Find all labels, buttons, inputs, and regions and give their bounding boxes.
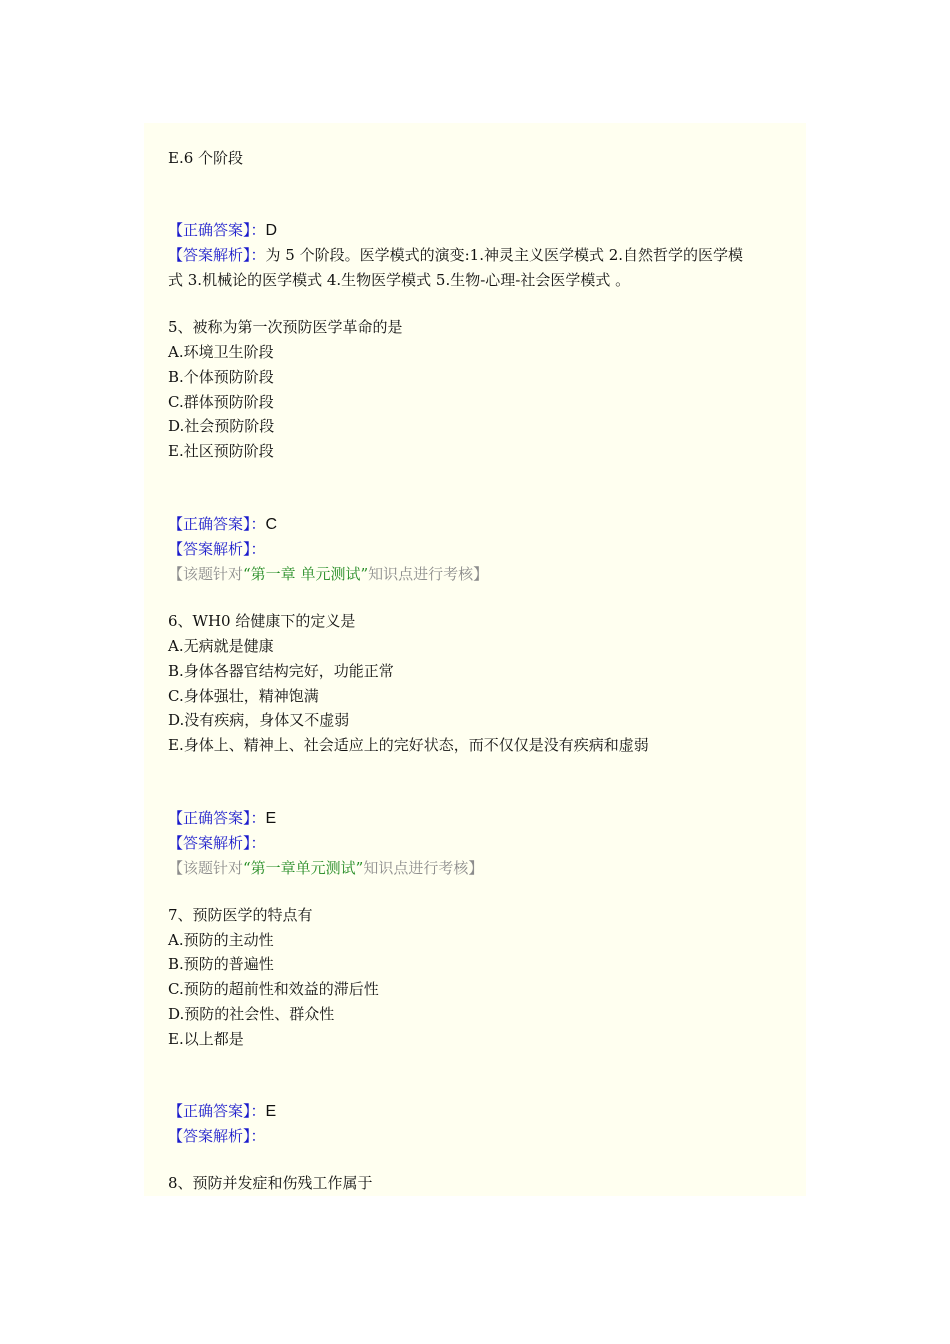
q7-question: 7、预防医学的特点有 bbox=[168, 906, 313, 924]
q6-topic-note bbox=[168, 858, 483, 878]
q6-option-a: A.无病就是健康 bbox=[168, 637, 274, 655]
q7-answer-line bbox=[168, 1101, 276, 1122]
q5-option-d: D.社会预防阶段 bbox=[168, 417, 275, 435]
q5-question: 5、被称为第一次预防医学革命的是 bbox=[168, 318, 403, 336]
note-topic: “第一章单元测试” bbox=[243, 859, 364, 877]
answer-label: 【正确答案】 bbox=[168, 221, 251, 239]
q5-answer-line bbox=[168, 514, 277, 535]
answer-separator: ： bbox=[250, 515, 266, 533]
answer-value: E bbox=[265, 810, 277, 827]
q6-option-d: D.没有疾病，身体又不虚弱 bbox=[168, 711, 350, 729]
q5-option-e: E.社区预防阶段 bbox=[168, 442, 274, 460]
answer-separator: ： bbox=[250, 1102, 266, 1120]
note-suffix: 知识点进行考核】 bbox=[368, 565, 489, 583]
q7-option-b: B.预防的普遍性 bbox=[168, 955, 274, 973]
note-topic: “第一章 单元测试” bbox=[243, 565, 369, 583]
note-prefix: 【该题针对 bbox=[168, 859, 244, 877]
q7-option-d: D.预防的社会性、群众性 bbox=[168, 1005, 335, 1023]
q5-option-a: A.环境卫生阶段 bbox=[168, 343, 274, 361]
q7-option-c: C.预防的超前性和效益的滞后性 bbox=[168, 980, 379, 998]
q4-analysis-line-2: 式 3.机械论的医学模式 4.生物医学模式 5.生物-心理-社会医学模式 。 bbox=[168, 271, 631, 289]
analysis-text-1: 为 5 个阶段。医学模式的演变:1.神灵主义医学模式 2.自然哲学的医学模 bbox=[265, 246, 744, 264]
q5-option-c: C.群体预防阶段 bbox=[168, 393, 274, 411]
answer-value: E bbox=[265, 1103, 277, 1120]
analysis-separator: ： bbox=[250, 834, 266, 852]
q6-option-b: B.身体各器官结构完好，功能正常 bbox=[168, 662, 394, 680]
answer-label: 【正确答案】 bbox=[168, 809, 251, 827]
note-suffix: 知识点进行考核】 bbox=[363, 859, 484, 877]
analysis-label: 【答案解析】 bbox=[168, 246, 251, 264]
analysis-separator: ： bbox=[250, 1127, 266, 1145]
analysis-label: 【答案解析】 bbox=[168, 1127, 251, 1145]
answer-separator: ： bbox=[250, 221, 266, 239]
q6-answer-line bbox=[168, 808, 276, 829]
answer-label: 【正确答案】 bbox=[168, 1102, 251, 1120]
q5-option-b: B.个体预防阶段 bbox=[168, 368, 274, 386]
q5-topic-note bbox=[168, 564, 488, 584]
q7-option-e: E.以上都是 bbox=[168, 1030, 244, 1048]
analysis-separator: ： bbox=[250, 540, 266, 558]
q6-option-c: C.身体强壮，精神饱满 bbox=[168, 687, 319, 705]
q6-question: 6、WH0 给健康下的定义是 bbox=[168, 612, 356, 630]
q5-analysis-line bbox=[168, 539, 266, 559]
q7-option-a: A.预防的主动性 bbox=[168, 931, 274, 949]
answer-label: 【正确答案】 bbox=[168, 515, 251, 533]
note-prefix: 【该题针对 bbox=[168, 565, 244, 583]
answer-separator: ： bbox=[250, 809, 266, 827]
answer-value: D bbox=[265, 222, 278, 239]
q6-analysis-line bbox=[168, 833, 266, 853]
analysis-label: 【答案解析】 bbox=[168, 540, 251, 558]
analysis-label: 【答案解析】 bbox=[168, 834, 251, 852]
q8-question: 8、预防并发症和伤残工作属于 bbox=[168, 1174, 373, 1192]
q4-answer-line bbox=[168, 220, 277, 241]
answer-value: C bbox=[265, 516, 278, 533]
q4-analysis-line-1 bbox=[168, 245, 743, 265]
q7-analysis-line bbox=[168, 1126, 266, 1146]
analysis-separator: ： bbox=[250, 246, 266, 264]
q6-option-e: E.身体上、精神上、社会适应上的完好状态，而不仅仅是没有疾病和虚弱 bbox=[168, 736, 649, 754]
q4-option-e: E.6 个阶段 bbox=[168, 149, 244, 167]
